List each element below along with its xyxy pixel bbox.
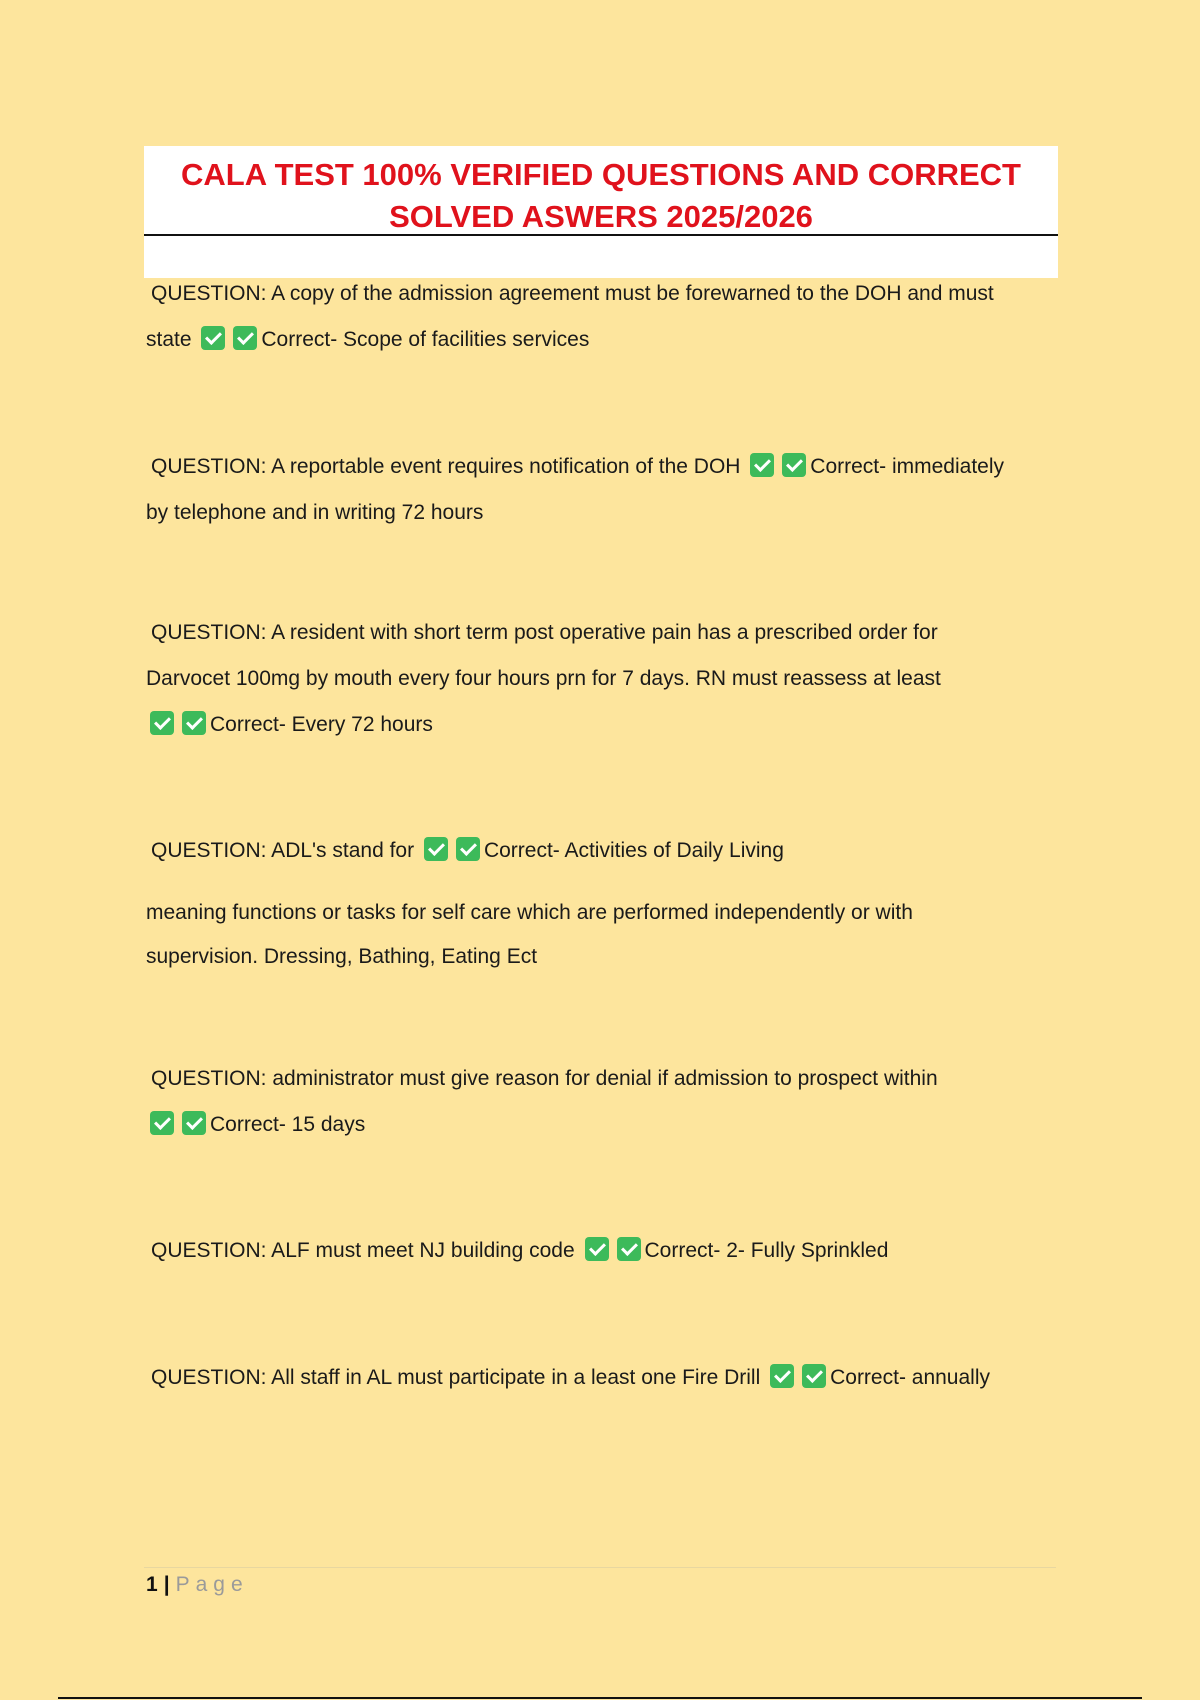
answer-text-continued: meaning functions or tasks for self care which are performed independently or with [146,901,913,924]
check-mark-icon [750,453,774,477]
question-text: QUESTION: administrator must give reason for denial if admission to prospect within [151,1067,938,1090]
question-text: QUESTION: ADL's stand for [151,839,415,862]
page-footer [146,1570,249,1600]
answer-text: Correct- Every 72 hours [210,713,433,736]
title-box [144,146,1058,278]
page-label: Page [175,1573,249,1596]
bottom-divider [58,1697,1142,1699]
footer-divider [144,1567,1056,1568]
check-mark-icon [770,1364,794,1388]
question-text: QUESTION: ALF must meet NJ building code [151,1239,575,1262]
question-item [146,1228,1066,1274]
page-number: 1 [146,1573,158,1596]
question-item [146,1056,1066,1148]
check-mark-icon [782,453,806,477]
answer-text-continued: by telephone and in writing 72 hours [146,501,484,524]
question-text-continued: Darvocet 100mg by mouth every four hours prn for 7 days. RN must reassess at least [146,667,941,690]
question-text: QUESTION: A reportable event requires notification of the DOH [151,455,741,478]
check-mark-icon [585,1237,609,1261]
title-divider [144,234,1058,236]
check-mark-icon [424,837,448,861]
check-mark-icon [617,1237,641,1261]
answer-text: Correct- immediately [810,455,1005,478]
question-text-continued: state [146,328,192,351]
check-mark-icon [150,711,174,735]
answer-text: Correct- 15 days [210,1113,366,1136]
answer-text: Correct- annually [830,1366,990,1389]
answer-text: Correct- Scope of facilities services [261,328,590,351]
check-mark-icon [182,1111,206,1135]
question-text: QUESTION: All staff in AL must participate in a least one Fire Drill [151,1366,761,1389]
question-item [146,610,1066,748]
question-text: QUESTION: A copy of the admission agreement must be forewarned to the DOH and must [151,282,994,305]
answer-text: Correct- 2- Fully Sprinkled [644,1239,889,1262]
question-text: QUESTION: A resident with short term post operative pain has a prescribed order for [151,621,938,644]
check-mark-icon [233,326,257,350]
title-line-2: SOLVED ASWERS 2025/2026 [389,199,813,234]
question-item [146,271,1066,363]
title-line-1: CALA TEST 100% VERIFIED QUESTIONS AND CORRECT [181,157,1021,192]
answer-text: Correct- Activities of Daily Living [483,839,784,862]
question-item [146,1355,1066,1401]
check-mark-icon [201,326,225,350]
check-mark-icon [182,711,206,735]
check-mark-icon [802,1364,826,1388]
footer-separator: | [163,1573,170,1596]
answer-text-continued: supervision. Dressing, Bathing, Eating Ect [146,945,538,968]
check-mark-icon [456,837,480,861]
document-title [144,146,1058,238]
question-item [146,444,1066,536]
question-item [146,828,1066,980]
check-mark-icon [150,1111,174,1135]
